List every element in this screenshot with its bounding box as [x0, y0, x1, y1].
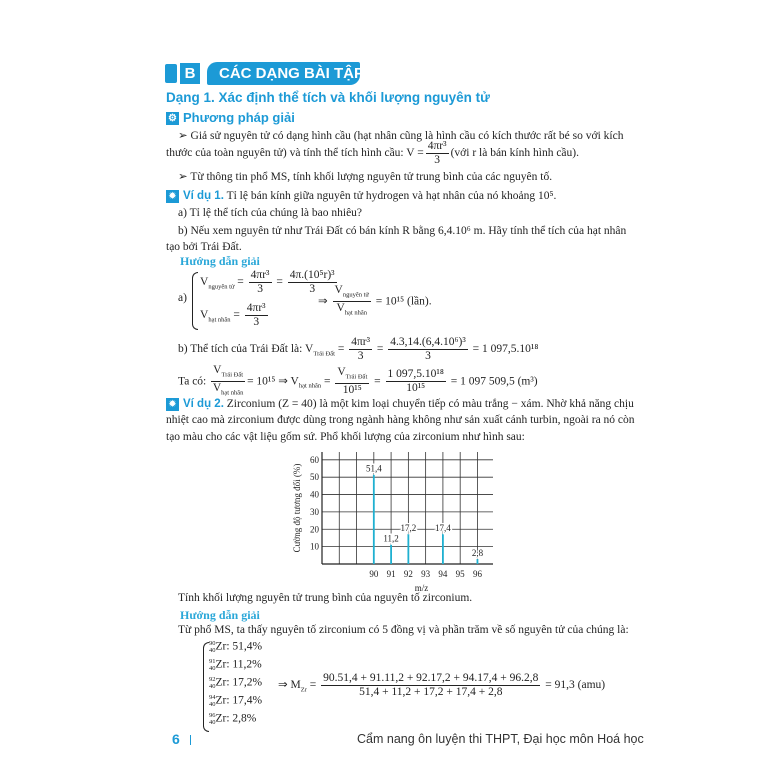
- data-label: 51,4: [365, 463, 382, 474]
- earth-volume: b) Thể tích của Trái Đất là: $V_{Trái Đất}$ = $\frac{\text{4πr³}}{3}$ = $\frac{\text{4.3,14.(6,4.10⁶)³}}{3}$ = 1 097,5.10¹⁸: [178, 336, 539, 362]
- atomic-number: 40: [209, 683, 216, 690]
- den: 3: [357, 350, 364, 362]
- y-tick-label: 60: [310, 454, 319, 465]
- x-tick-label: 96: [472, 569, 482, 579]
- text: Giả sử nguyên tử có dạng hình cầu (hạt nhân cũng là hình cầu có kích thước rất bé so với kích: [190, 130, 624, 142]
- isotope-item: [209, 676, 262, 690]
- solution-title: Hướng dẫn giải: [180, 254, 260, 268]
- x-tick-label: 95: [455, 569, 465, 579]
- ex2-line3: tạo màu cho các vật liệu gốm sứ. Phổ khối lượng của zirconium như hình sau:: [166, 431, 525, 443]
- y-tick-label: 40: [310, 489, 319, 500]
- text: = 10¹⁵ ⇒ V: [247, 375, 299, 388]
- data-label: 11,2: [383, 533, 399, 544]
- text: Tỉ lệ bán kính giữa nguyên tử hydrogen và hạt nhân của nó khoảng 10⁵.: [226, 190, 557, 203]
- den: 3: [257, 283, 263, 295]
- gear-icon: ⚙: [166, 112, 179, 125]
- atomic-number: 40: [209, 665, 216, 672]
- num: 4π.(10⁵r)³: [289, 269, 335, 281]
- ex1-b: b) Nếu xem nguyên tử như Trái Đất có bán kính R bằng 6,4.10⁶ m. Hãy tính thể tích của hạt nhân: [178, 225, 627, 237]
- x-tick-label: 93: [421, 569, 431, 579]
- data-label: 17,4: [435, 522, 451, 533]
- x-tick-label: 92: [403, 569, 413, 579]
- y-tick-label: 30: [310, 506, 319, 517]
- mass-number: 92: [209, 676, 216, 683]
- text: ⇒ M: [278, 679, 301, 692]
- isotope-item: [209, 694, 262, 708]
- num: 4πr³: [246, 302, 266, 314]
- isotope-text: Zr: 11,2%: [215, 658, 262, 671]
- book-title: Cẩm nang ôn luyện thi THPT, Đại học môn Hoá học: [357, 732, 644, 746]
- num: 4πr³: [250, 269, 270, 281]
- solution-title-2: Hướng dẫn giải: [180, 608, 260, 622]
- v-atom-eq: $V_{nguyên tử}$ = $\frac{\text{4πr³}}{3}$ = $\frac{\text{4π.(10⁵r)³}}{3}$: [200, 269, 335, 295]
- x-tick-label: 94: [438, 569, 448, 579]
- sub: nguyên tử: [342, 291, 369, 299]
- sa-label: a): [178, 292, 187, 304]
- sub: hạt nhân: [221, 389, 244, 397]
- ex1-b-cont: tạo bởi Trái Đất.: [166, 241, 242, 253]
- x-axis-label: m/z: [414, 583, 429, 593]
- sub: Trái Đất: [345, 373, 368, 381]
- example1: [166, 190, 556, 203]
- mass-number: 94: [209, 694, 216, 701]
- result: = 1 097,5.10¹⁸: [472, 343, 539, 356]
- text: thước của toàn nguyên tử) và tính thể tích hình cầu: V =: [166, 147, 424, 160]
- v-nuc-eq: $V_{hạt nhân}$ = $\frac{\text{4πr³}}{3}$: [200, 302, 266, 328]
- ex1-a: a) Tỉ lệ thể tích của chúng là bao nhiêu?: [178, 207, 363, 219]
- example-label: Ví dụ 2.: [183, 398, 224, 411]
- sub: nguyên tử: [208, 283, 235, 291]
- num: 90.51,4 + 91.11,2 + 92.17,2 + 94.17,4 + 96.2,8: [323, 672, 539, 684]
- bullet1-cont: [166, 140, 579, 167]
- y-tick-label: 20: [310, 524, 319, 535]
- den: 3: [309, 283, 316, 295]
- num: 4πr³: [427, 140, 447, 152]
- text: Zirconium (Z = 40) là một kim loại chuyển tiếp có màu trắng − xám. Nhờ khả năng chịu: [226, 398, 634, 411]
- average-mass-eq: ⇒ $M_{Zr}$ = $\frac{90.51,4 + 91.11,2 + 92.17,2 + 94.17,4 + 96.2,8}{51,4 + 11,2 + 17,2 + 17,4 + 2,8}$ = 91,3 (amu): [278, 672, 606, 698]
- x-tick-label: 91: [386, 569, 396, 579]
- num: 4πr³: [351, 336, 371, 348]
- sub: hạt nhân: [208, 316, 231, 324]
- sub: Trái Đất: [313, 350, 335, 358]
- result: = 1 097 509,5 (m³): [450, 375, 538, 388]
- ex2-line2: nhiệt cao mà zirconium được dùng trong ngành hàng không như sản xuất cánh turbin, ngoài ra nó còn: [166, 414, 635, 426]
- den: 3: [253, 316, 260, 328]
- isotope-text: Zr: 17,4%: [215, 694, 263, 707]
- isotope-item: [209, 712, 256, 726]
- ex2-solution-line: Từ phổ MS, ta thấy nguyên tố zirconium có 5 đồng vị và phần trăm về số nguyên tử của chúng là:: [178, 624, 629, 636]
- page-number: 6: [172, 731, 180, 747]
- ratio-eq: ⇒ $V_{nguyên tử}$ $V_{hạt nhân}$ = 10¹⁵ (lần).: [318, 284, 432, 317]
- section-letter: B: [180, 63, 200, 84]
- den: 51,4 + 11,2 + 17,2 + 17,4 + 2,8: [359, 686, 503, 698]
- data-label: 17,2: [400, 523, 417, 534]
- x-tick-label: 90: [369, 569, 379, 579]
- den: 10¹⁵: [406, 382, 426, 395]
- sub: Zr: [300, 686, 307, 694]
- section-icon: [165, 64, 177, 83]
- isotope-item: [209, 658, 262, 672]
- num: 1 097,5.10¹⁸: [387, 368, 444, 381]
- den: 3: [434, 154, 441, 166]
- isotope-text: Zr: 51,4%: [215, 640, 263, 653]
- den: 3: [425, 350, 431, 362]
- text: b) Thể tích của Trái Đất là: V: [178, 343, 314, 356]
- result: = 10¹⁵ (lần).: [375, 295, 432, 308]
- brace: [192, 272, 198, 330]
- text: Từ thông tin phổ MS, tính khối lượng nguyên tử trung bình của các nguyên tố.: [190, 171, 553, 183]
- atomic-number: 40: [209, 701, 216, 708]
- text: Ta có:: [178, 375, 207, 388]
- y-tick-label: 50: [310, 472, 319, 483]
- y-tick-label: 10: [310, 541, 319, 552]
- bullet2: ➢ Từ thông tin phổ MS, tính khối lượng nguyên tử trung bình của các nguyên tố.: [178, 171, 553, 183]
- method-title: [166, 110, 295, 125]
- sub: hạt nhân: [298, 382, 322, 390]
- den: 10¹⁵: [342, 384, 362, 397]
- y-axis-label: Cường độ tương đối (%): [292, 463, 302, 553]
- method-title-text: Phương pháp giải: [183, 110, 295, 125]
- dang1-title: Dạng 1. Xác định thể tích và khối lượng nguyên tử: [166, 90, 490, 105]
- result: = 91,3 (amu): [545, 679, 606, 692]
- lightbulb-icon: ✹: [166, 190, 179, 203]
- section-title: CÁC DẠNG BÀI TẬP: [207, 62, 360, 85]
- ex2-question: Tính khối lượng nguyên tử trung bình của nguyên tố zirconium.: [178, 592, 473, 604]
- footer-divider: [190, 735, 191, 745]
- data-label: 2,8: [471, 548, 484, 559]
- isotope-text: Zr: 17,2%: [215, 676, 263, 689]
- example2: [166, 398, 634, 411]
- mass-spectrum-chart: [280, 445, 510, 595]
- nucleus-volume: Ta có: $V_{Trái Đất}$ $V_{hạt nhân}$ = 10¹⁵ ⇒ $V_{hạt nhân}$ = $V_{Trái Đất}$ 10¹⁵ = $\frac{\text{1 097,5.10¹⁸}}{\text{10¹⁵}}$ = 1 097 509,5 (m³): [178, 364, 538, 397]
- sub: hạt nhân: [344, 309, 367, 317]
- atomic-number: 40: [209, 647, 216, 654]
- sub: Trái Đất: [221, 371, 244, 379]
- mass-number: 96: [209, 712, 216, 719]
- lightbulb-icon: ✹: [166, 398, 179, 411]
- mass-number: 91: [209, 658, 216, 665]
- text: (với r là bán kính hình cầu).: [450, 147, 579, 160]
- atomic-number: 40: [209, 719, 216, 726]
- bullet1: ➢ Giả sử nguyên tử có dạng hình cầu (hạt nhân cũng là hình cầu có kích thước rất bé so với kích: [178, 130, 624, 142]
- mass-number: 90: [209, 640, 216, 647]
- example-label: Ví dụ 1.: [183, 190, 224, 203]
- num: 4.3,14.(6,4.10⁶)³: [390, 336, 466, 348]
- isotope-text: Zr: 2,8%: [215, 712, 257, 725]
- isotope-item: [209, 640, 262, 654]
